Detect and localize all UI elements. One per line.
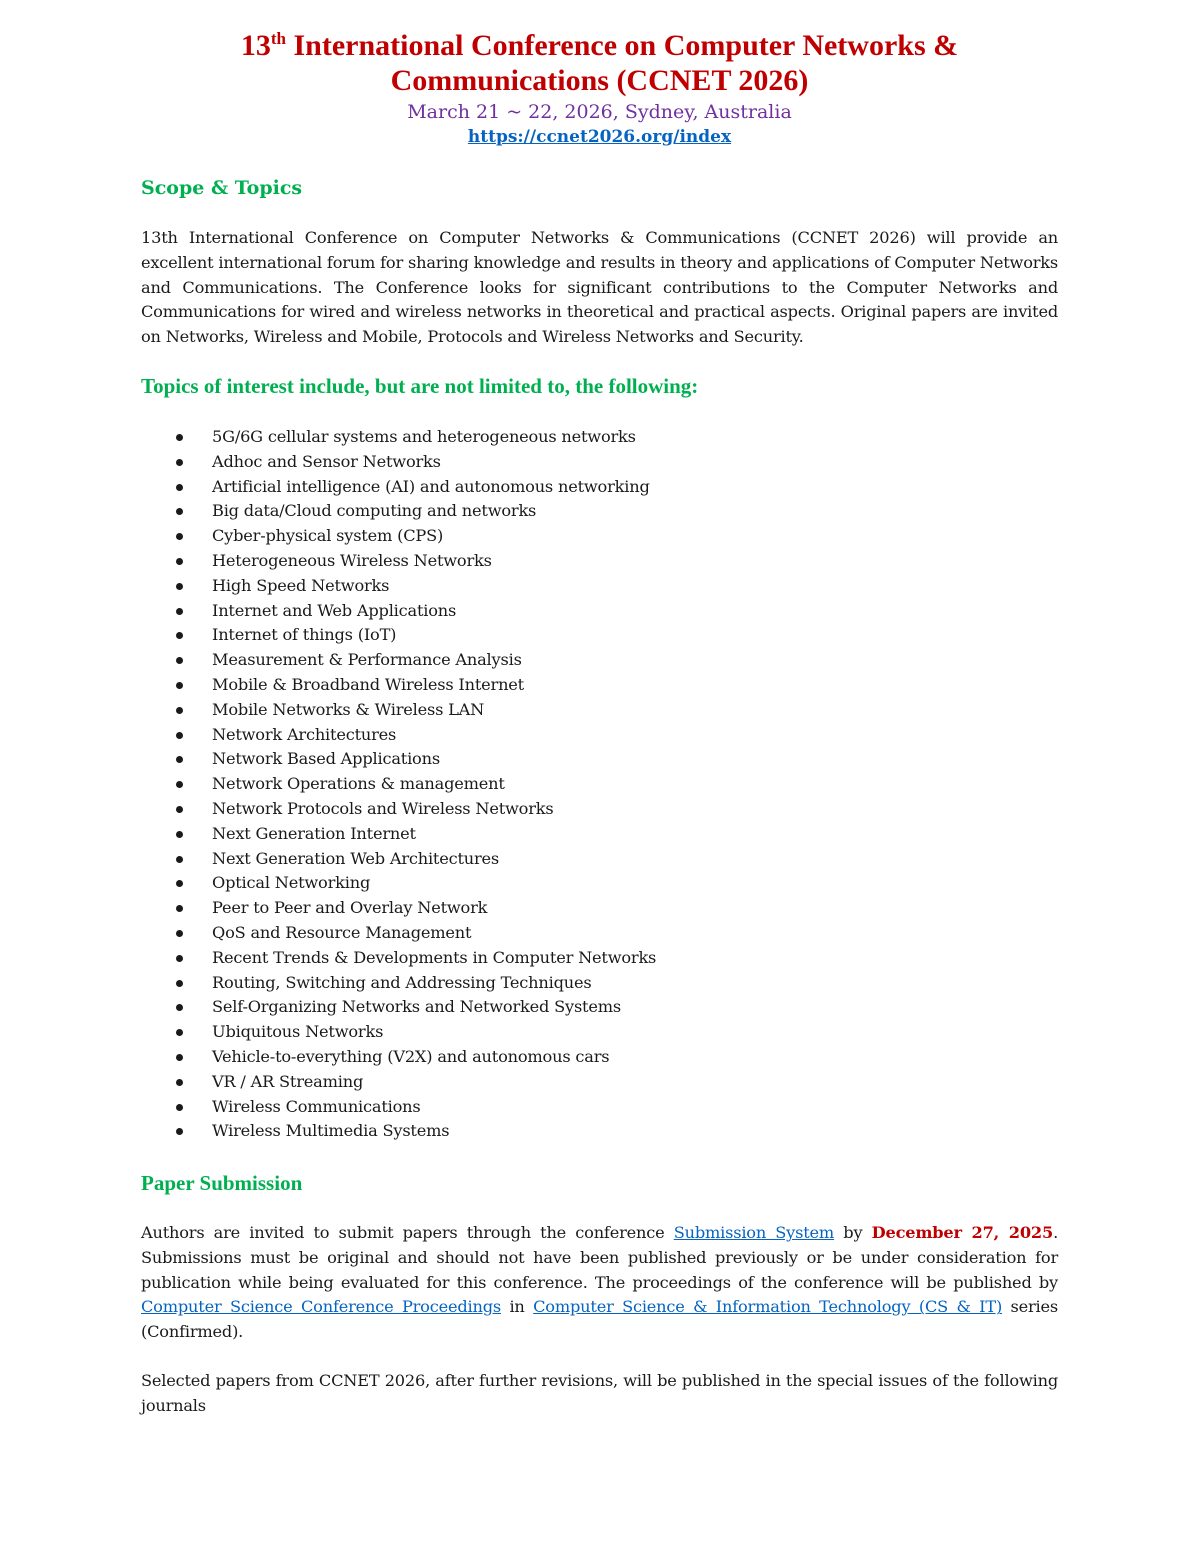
topic-item bbox=[141, 524, 1058, 549]
topic-item bbox=[141, 971, 1058, 996]
topic-item bbox=[141, 896, 1058, 921]
paper-submission-heading: Paper Submission bbox=[141, 1171, 303, 1196]
conference-url-link[interactable]: https://ccnet2026.org/index bbox=[467, 127, 732, 147]
submission-paragraph bbox=[141, 1221, 1058, 1345]
topic-label: Network Based Applications bbox=[212, 749, 440, 769]
submission-system-link[interactable]: Submission System bbox=[673, 1223, 835, 1243]
topic-label: QoS and Resource Management bbox=[212, 922, 472, 942]
submission-text-1: Authors are invited to submit papers through the conference bbox=[141, 1223, 674, 1243]
topic-label: Heterogeneous Wireless Networks bbox=[212, 550, 492, 570]
topic-item bbox=[141, 599, 1058, 624]
topic-label: Artificial intelligence (AI) and autonomous networking bbox=[212, 476, 650, 496]
topic-item bbox=[141, 822, 1058, 847]
title-line1-rest: International Conference on Computer Networks & bbox=[285, 29, 959, 62]
topic-item bbox=[141, 797, 1058, 822]
topic-label: Adhoc and Sensor Networks bbox=[212, 451, 441, 471]
title-line2: Communications (CCNET 2026) bbox=[390, 64, 809, 97]
bullet-icon bbox=[176, 1128, 183, 1135]
topic-label: High Speed Networks bbox=[212, 575, 390, 595]
topic-label: Internet of things (IoT) bbox=[212, 625, 397, 645]
topic-item bbox=[141, 574, 1058, 599]
bullet-icon bbox=[176, 508, 183, 515]
submission-text-4: in bbox=[501, 1297, 534, 1317]
csit-link[interactable]: Computer Science & Information Technology (CS & IT) bbox=[533, 1297, 1003, 1317]
topic-label: Network Architectures bbox=[212, 724, 397, 744]
topics-list bbox=[141, 425, 1058, 1144]
document-page bbox=[141, 28, 1058, 1419]
bullet-icon bbox=[176, 657, 183, 664]
title-number: 13 bbox=[240, 29, 271, 62]
bullet-icon bbox=[176, 980, 183, 987]
topic-item bbox=[141, 450, 1058, 475]
topic-item bbox=[141, 623, 1058, 648]
topic-label: Next Generation Internet bbox=[212, 823, 416, 843]
bullet-icon bbox=[176, 1004, 183, 1011]
bullet-icon bbox=[176, 756, 183, 763]
topic-label: Wireless Communications bbox=[212, 1096, 421, 1116]
topic-item bbox=[141, 1045, 1058, 1070]
topic-item bbox=[141, 1095, 1058, 1120]
topics-heading: Topics of interest include, but are not limited to, the following: bbox=[141, 373, 699, 398]
topic-label: Mobile & Broadband Wireless Internet bbox=[212, 674, 524, 694]
topic-item bbox=[141, 648, 1058, 673]
topic-item bbox=[141, 698, 1058, 723]
topic-label: 5G/6G cellular systems and heterogeneous networks bbox=[212, 426, 636, 446]
submission-text-3: . Submissions must be original and should not have been published previously or be under consideration for publication while being evaluated for this conference. The proceedings of the conference will be published by bbox=[141, 1223, 1059, 1292]
selected-papers-paragraph: Selected papers from CCNET 2026, after further revisions, will be published in the special issues of the following journals bbox=[141, 1371, 1058, 1415]
bullet-icon bbox=[176, 484, 183, 491]
proceedings-link[interactable]: Computer Science Conference Proceedings bbox=[141, 1297, 501, 1317]
topic-item bbox=[141, 1020, 1058, 1045]
topic-item bbox=[141, 772, 1058, 797]
submission-text-2: by bbox=[834, 1223, 872, 1243]
topic-item bbox=[141, 549, 1058, 574]
topic-label: Internet and Web Applications bbox=[212, 600, 457, 620]
bullet-icon bbox=[176, 632, 183, 639]
topic-item bbox=[141, 475, 1058, 500]
topic-item bbox=[141, 673, 1058, 698]
topic-item bbox=[141, 1119, 1058, 1144]
topic-label: Routing, Switching and Addressing Techniques bbox=[212, 972, 592, 992]
topic-item bbox=[141, 995, 1058, 1020]
bullet-icon bbox=[176, 434, 183, 441]
topic-item bbox=[141, 871, 1058, 896]
bullet-icon bbox=[176, 930, 183, 937]
bullet-icon bbox=[176, 1029, 183, 1036]
topic-item bbox=[141, 723, 1058, 748]
topic-item bbox=[141, 921, 1058, 946]
topic-label: Network Protocols and Wireless Networks bbox=[212, 798, 554, 818]
bullet-icon bbox=[176, 533, 183, 540]
topic-label: Ubiquitous Networks bbox=[212, 1022, 384, 1042]
title-superscript: th bbox=[270, 29, 286, 48]
submission-deadline: December 27, 2025 bbox=[871, 1223, 1054, 1243]
topic-label: Measurement & Performance Analysis bbox=[212, 650, 522, 670]
topic-label: Recent Trends & Developments in Computer Networks bbox=[212, 947, 657, 967]
bullet-icon bbox=[176, 1054, 183, 1061]
dates-location: March 21 ~ 22, 2026, Sydney, Australia bbox=[407, 101, 792, 123]
topic-item bbox=[141, 847, 1058, 872]
topic-item bbox=[141, 1070, 1058, 1095]
bullet-icon bbox=[176, 1079, 183, 1086]
topic-label: Big data/Cloud computing and networks bbox=[212, 501, 537, 521]
topic-label: Peer to Peer and Overlay Network bbox=[212, 898, 488, 918]
bullet-icon bbox=[176, 707, 183, 714]
bullet-icon bbox=[176, 732, 183, 739]
scope-heading: Scope & Topics bbox=[141, 177, 303, 199]
topic-item bbox=[141, 946, 1058, 971]
topic-label: VR / AR Streaming bbox=[212, 1071, 364, 1091]
bullet-icon bbox=[176, 558, 183, 565]
topic-label: Cyber-physical system (CPS) bbox=[212, 526, 444, 546]
topic-label: Optical Networking bbox=[212, 873, 371, 893]
url-line bbox=[141, 125, 1058, 149]
topic-label: Vehicle-to-everything (V2X) and autonomous cars bbox=[212, 1046, 610, 1066]
bullet-icon bbox=[176, 583, 183, 590]
bullet-icon bbox=[176, 781, 183, 788]
topic-item bbox=[141, 425, 1058, 450]
scope-paragraph: 13th International Conference on Computer Networks & Communications (CCNET 2026) will provide an excellent international forum for sharing knowledge and results in theory and applications of Computer Networks and Communications. The Conference looks for significant contributions to the Computer Networks and Communications for wired and wireless networks in theoretical and practical aspects. Original papers are invited on Networks, Wireless and Mobile, Protocols and Wireless Networks and Security. bbox=[141, 228, 1058, 347]
conference-title bbox=[141, 28, 1058, 98]
topic-label: Mobile Networks & Wireless LAN bbox=[212, 699, 485, 719]
bullet-icon bbox=[176, 1104, 183, 1111]
bullet-icon bbox=[176, 856, 183, 863]
topic-label: Network Operations & management bbox=[212, 774, 505, 794]
topic-label: Self-Organizing Networks and Networked Systems bbox=[212, 997, 621, 1017]
topic-label: Wireless Multimedia Systems bbox=[212, 1121, 450, 1141]
bullet-icon bbox=[176, 831, 183, 838]
bullet-icon bbox=[176, 682, 183, 689]
bullet-icon bbox=[176, 459, 183, 466]
bullet-icon bbox=[176, 880, 183, 887]
bullet-icon bbox=[176, 955, 183, 962]
topic-item bbox=[141, 499, 1058, 524]
topic-item bbox=[141, 747, 1058, 772]
topic-label: Next Generation Web Architectures bbox=[212, 848, 500, 868]
bullet-icon bbox=[176, 608, 183, 615]
submission-text-5: series (Confirmed). bbox=[141, 1297, 1059, 1342]
bullet-icon bbox=[176, 905, 183, 912]
bullet-icon bbox=[176, 806, 183, 813]
